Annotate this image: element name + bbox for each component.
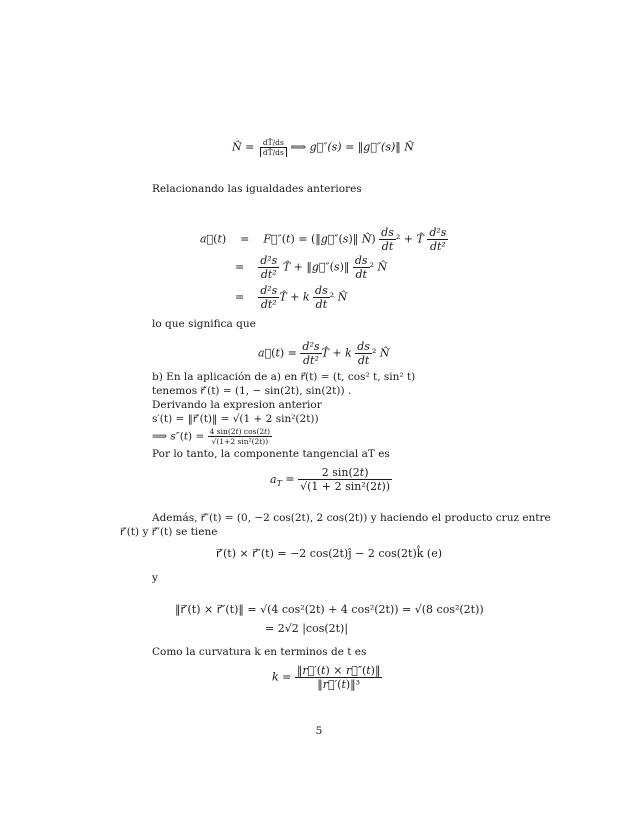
equation-a-row3: = $\frac{\text{d²s}}{\text{dt²}}$ T̂ + k $\frac{ds}{dt}$ ² N̂ <box>235 284 348 311</box>
s-prime-equation: s′(t) = ‖r⃗′(t)‖ = √(1 + 2 sin²(2t)) <box>152 413 319 425</box>
equation-a-row2: = $\frac{\text{d²s}}{\text{dt²}}$ T̂ + ‖g⃗″(s)‖ $\frac{ds}{dt}$ ² N̂ <box>235 254 388 281</box>
equation-a-t: $a_T$ = $\frac{2 \sin(2t)}{\text{√(1 + 2 sin²(2t))}}$ <box>270 466 391 493</box>
equation-k: k = $\frac{‖r⃗'(t) \times r⃗''(t)‖}{\text{‖r⃗′(t)‖³}}$ <box>272 664 381 691</box>
part-b-text: b) En la aplicación de a) en r⃗(t) = (t, cos² t, sin² t) <box>152 371 416 383</box>
equation-a-final: a⃗(t) = $\frac{\text{d²s}}{\text{dt²}}$ T̂ + k $\frac{ds}{dt}$ ² N̂ <box>258 340 390 367</box>
relacionando-text: Relacionando las igualdades anteriores <box>152 183 362 195</box>
equation-n-hat: N̂ = $\frac{dT̂/ds}{dT̂/ds}$ ⟹ g⃗″(s) = ‖g⃗″(s)‖ N̂ <box>232 138 414 157</box>
norm-equation-row1: ‖r⃗′(t) × r⃗″(t)‖ = √(4 cos²(2t) + 4 cos²(2t)) = √(8 cos²(2t)) <box>175 603 484 616</box>
ademas-text-line2: r⃗′(t) y r⃗″(t) se tiene <box>120 526 218 538</box>
tenemos-text: tenemos r⃗′(t) = (1, − sin(2t), sin(2t)) . <box>152 385 352 397</box>
derivando-text: Derivando la expresion anterior <box>152 399 322 411</box>
y-text: y <box>152 572 158 584</box>
equation-a-row1: a⃗(t) = F⃗″(t) = (‖g⃗″(s)‖ N̂) $\frac{ds}{dt}$ ² + T̂ $\frac{\text{d²s}}{\text{dt²}}$ <box>200 226 447 253</box>
curvatura-text: Como la curvatura k en terminos de t es <box>152 646 367 658</box>
por-lo-tanto-text: Por lo tanto, la componente tangencial aT es <box>152 448 390 460</box>
page-number: 5 <box>315 725 323 737</box>
s-second-equation: ⟹ s″(t) = $\frac{4 \sin(2t) \cos(2t)}{\text{√(1+2 sin²(2t))}}$ <box>152 427 271 446</box>
cross-product-equation: r⃗′(t) × r⃗″(t) = −2 cos(2t)ĵ − 2 cos(2t)k̂ (e) <box>216 547 443 560</box>
ademas-text-line1: Además, r⃗″(t) = (0, −2 cos(2t), 2 cos(2t)) y haciendo el producto cruz entre <box>152 512 551 524</box>
significa-text: lo que significa que <box>152 318 256 330</box>
norm-equation-row2: = 2√2 |cos(2t)| <box>265 622 349 635</box>
